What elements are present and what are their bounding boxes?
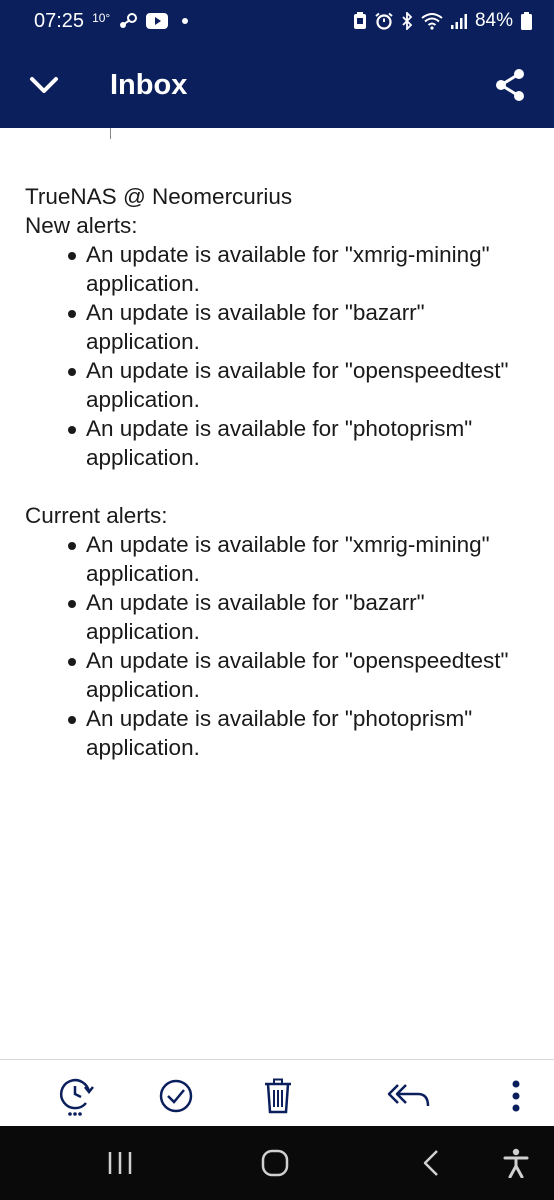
delete-icon: [263, 1078, 293, 1114]
reply-all-icon: [386, 1081, 430, 1111]
new-alerts-heading: New alerts:: [25, 213, 138, 238]
current-alerts-list: [86, 530, 535, 762]
home-icon: [261, 1149, 289, 1177]
home-button[interactable]: [255, 1143, 295, 1183]
collapse-button[interactable]: [14, 55, 74, 115]
bluetooth-icon: [401, 12, 413, 30]
list-item: An update is available for "openspeedtest" application.: [86, 646, 535, 704]
status-temperature: 10°: [92, 11, 111, 25]
back-icon: [422, 1149, 440, 1177]
status-bar: [0, 0, 554, 42]
battery-icon: [521, 12, 532, 30]
list-item: An update is available for "bazarr" application.: [86, 588, 535, 646]
status-bar-left: [34, 10, 188, 33]
system-navigation-bar: [0, 1126, 554, 1200]
reply-all-button[interactable]: [386, 1074, 430, 1118]
more-options-icon: [511, 1080, 521, 1112]
recent-apps-button[interactable]: [100, 1143, 140, 1183]
youtube-icon: [146, 13, 168, 29]
alarm-icon: [375, 12, 393, 30]
status-bar-right: [353, 10, 532, 32]
share-icon: [494, 68, 526, 102]
email-action-toolbar: [0, 1059, 554, 1126]
share-button[interactable]: [480, 55, 540, 115]
list-item: An update is available for "bazarr" application.: [86, 298, 535, 356]
steam-icon: [118, 13, 138, 29]
app-bar: [0, 42, 554, 128]
accessibility-icon: [503, 1148, 529, 1178]
signal-icon: [451, 13, 467, 29]
snooze-button[interactable]: [54, 1074, 98, 1118]
status-time: 07:25: [34, 9, 85, 32]
notification-dot: [182, 18, 188, 24]
snooze-icon: [56, 1074, 96, 1118]
delete-button[interactable]: [256, 1074, 300, 1118]
page-title: Inbox: [110, 68, 188, 101]
current-alerts-heading: Current alerts:: [25, 503, 168, 528]
email-body: [25, 182, 535, 791]
list-item: An update is available for "xmrig-mining" application.: [86, 240, 535, 298]
more-options-button[interactable]: [494, 1074, 538, 1118]
recent-apps-icon: [107, 1151, 133, 1175]
accessibility-button[interactable]: [496, 1143, 536, 1183]
email-sender-line: TrueNAS @ Neomercurius: [25, 184, 293, 209]
back-button[interactable]: [411, 1143, 451, 1183]
new-alerts-list: [86, 240, 535, 472]
text-cursor-mark: [110, 128, 111, 139]
battery-saver-icon: [353, 12, 367, 30]
list-item: An update is available for "xmrig-mining" application.: [86, 530, 535, 588]
list-item: An update is available for "photoprism" application.: [86, 704, 535, 762]
battery-percentage: 84%: [474, 10, 513, 31]
chevron-down-icon: [29, 75, 59, 95]
mark-done-icon: [158, 1078, 194, 1114]
mark-done-button[interactable]: [154, 1074, 198, 1118]
list-item: An update is available for "photoprism" application.: [86, 414, 535, 472]
list-item: An update is available for "openspeedtest" application.: [86, 356, 535, 414]
wifi-icon: [421, 12, 443, 30]
